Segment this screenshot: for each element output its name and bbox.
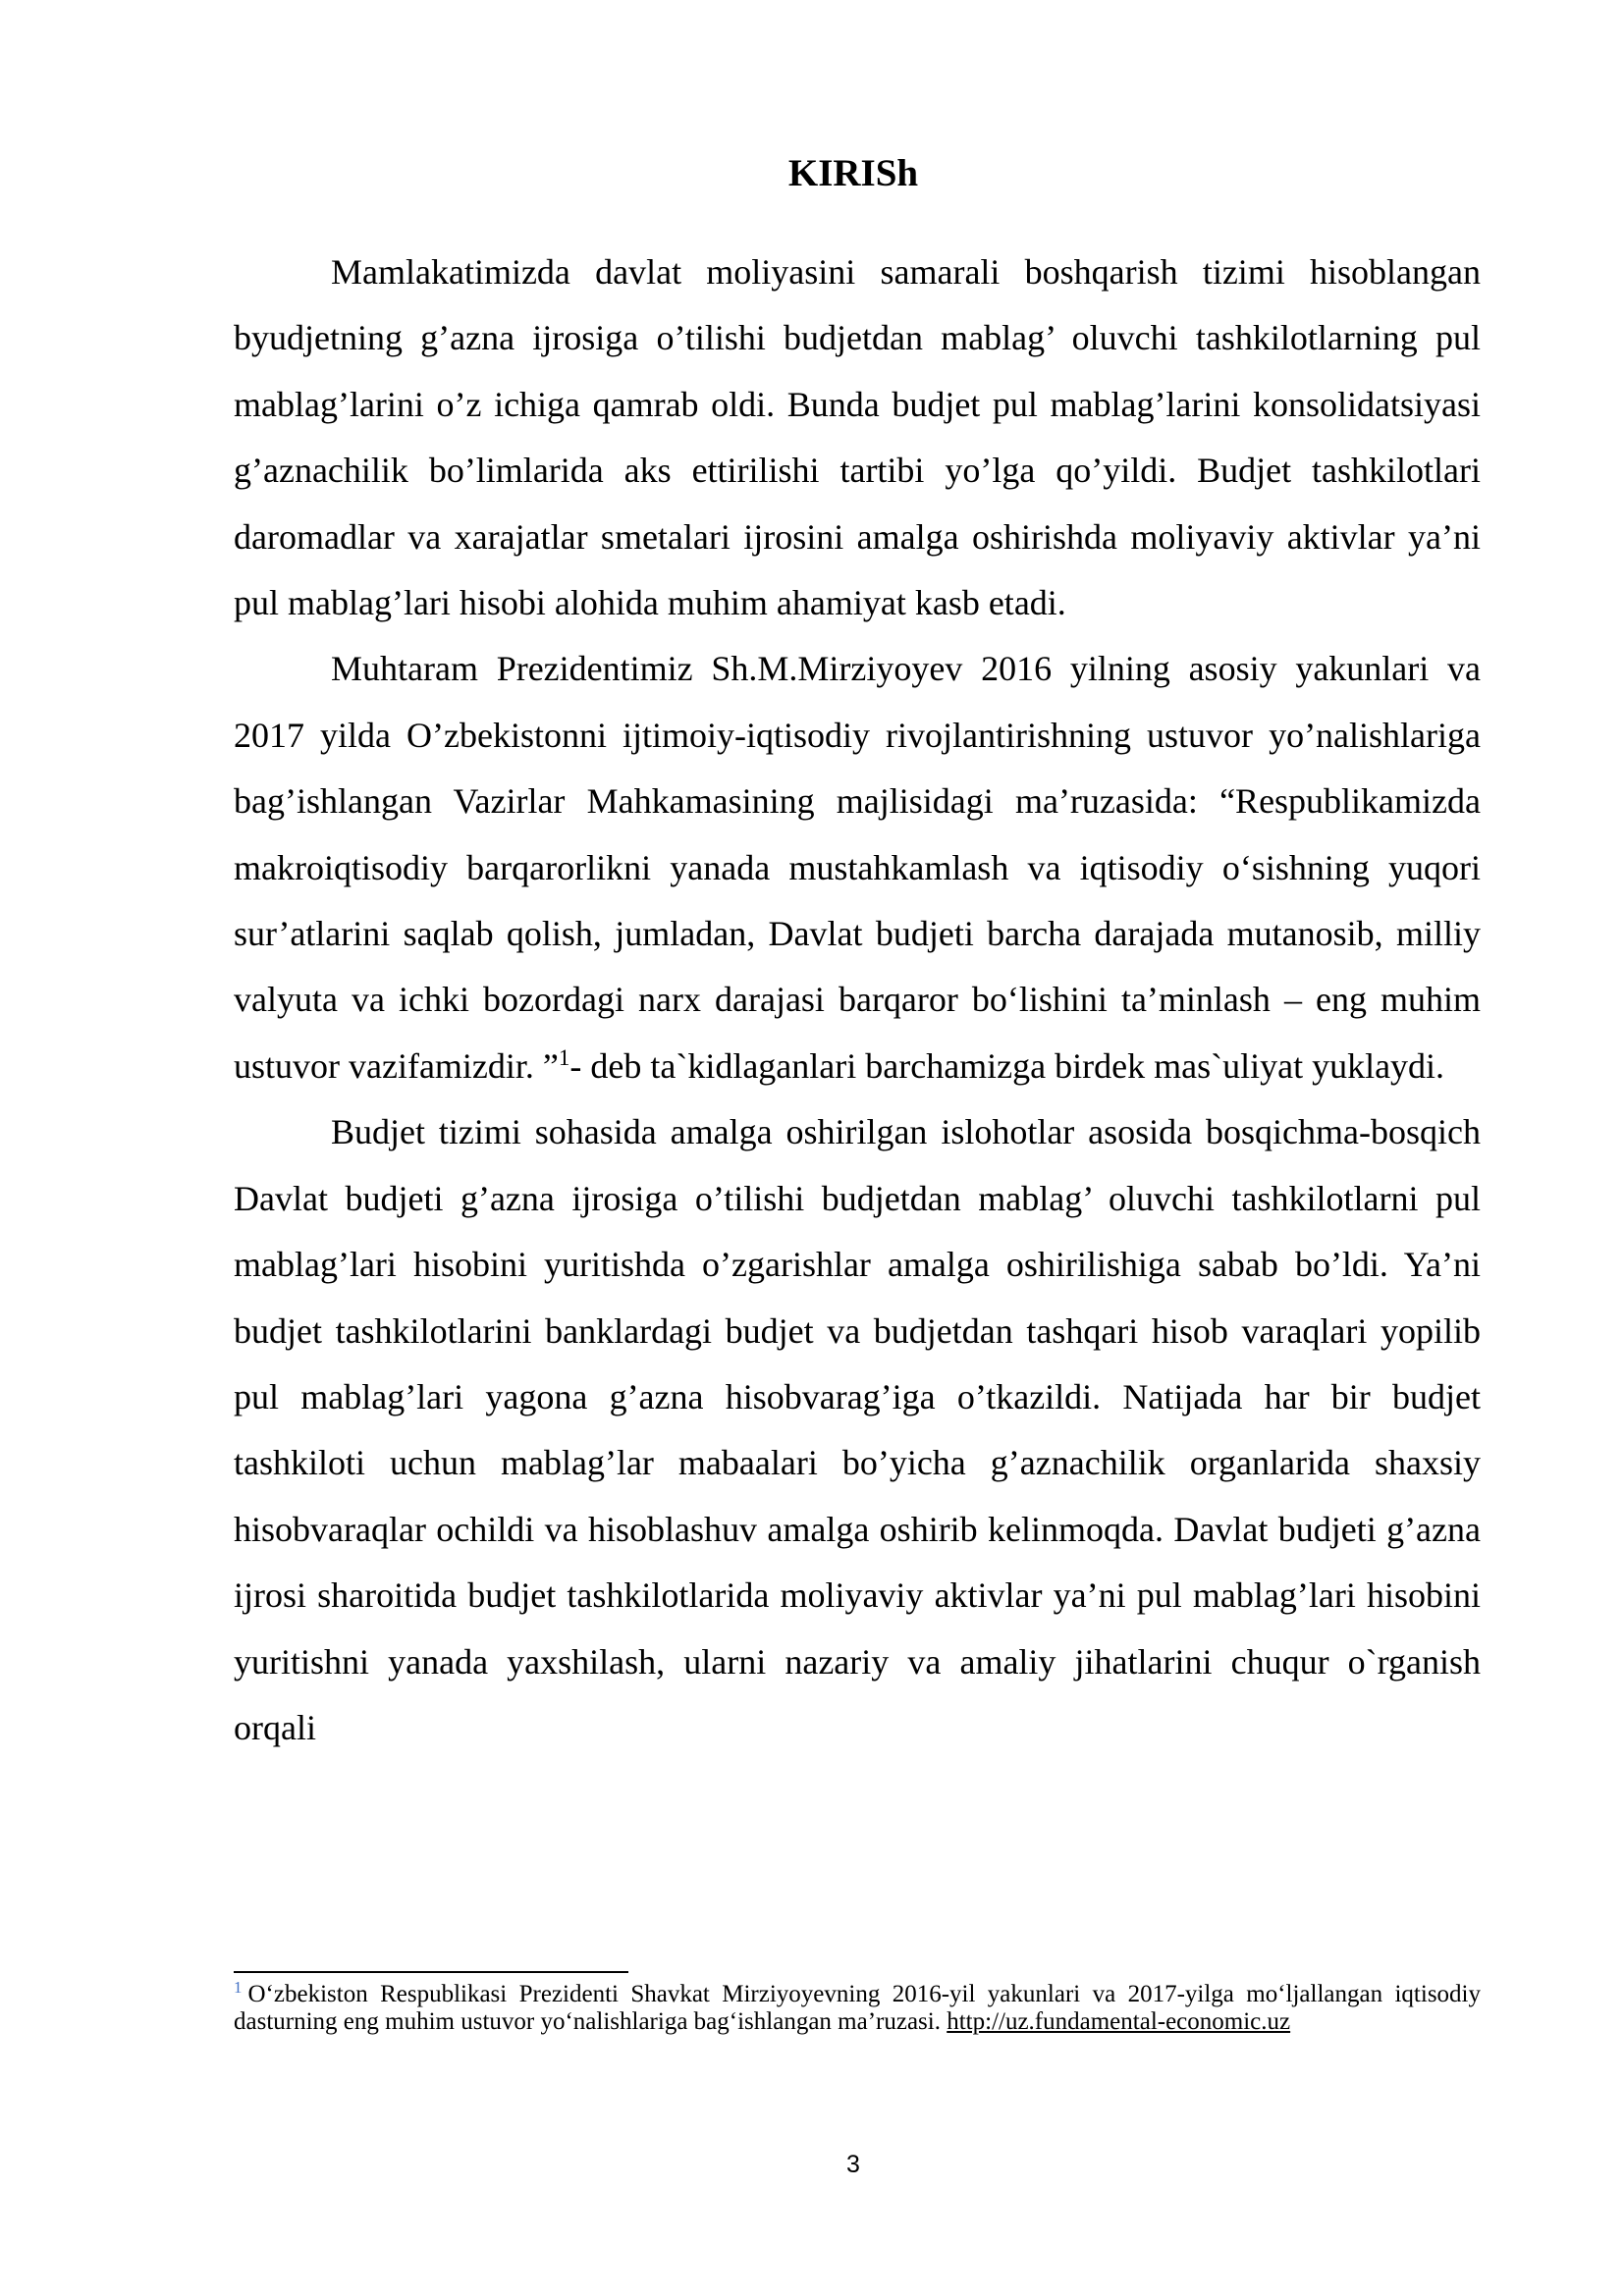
body-text <box>234 240 1481 1761</box>
page-title: KIRISh <box>787 152 919 194</box>
footnote-text: O‘zbekiston Respublikasi Prezidenti Shavkat Mirziyoyevning 2016-yil yakunlari va 2017-yilga mo‘ljallangan iqtisodiy dasturning eng muhim ustuvor yo‘nalishlariga bag‘ishlangan ma’ruzasi. <box>234 1981 1481 2035</box>
footnote-mark: 1 <box>234 1977 243 1997</box>
paragraph-2 <box>234 636 1481 1099</box>
footnote-link[interactable]: http://uz.fundamental-economic.uz <box>947 2008 1291 2035</box>
page-number: 3 <box>846 2151 860 2178</box>
paragraph-3: Budjet tizimi sohasida amalga oshirilgan islohotlar asosida bosqichma-bosqich Davlat budjeti g’azna ijrosiga o’tilishi budjetdan mablag’ oluvchi tashkilotlarni pul mablag’lari hisobini yuritishda o’zgarishlar amalga oshirilishiga sabab bo’ldi. Ya’ni budjet tashkilotlarini banklardagi budjet va budjetdan tashqari hisob varaqlari yopilib pul mablag’lari yagona g’azna hisobvarag’iga o’tkazildi. Natijada har bir budjet tashkiloti uchun mablag’lar mabaalari bo’yicha g’aznachilik organlarida shaxsiy hisobvaraqlar ochildi va hisoblashuv amalga oshirib kelinmoqda. Davlat budjeti g’azna ijrosi sharoitida budjet tashkilotlarida moliyaviy aktivlar ya’ni pul mablag’lari hisobini yuritishni yanada yaxshilash, ularni nazariy va amaliy jihatlarini chuqur o`rganish orqali <box>234 1112 1481 1747</box>
paragraph-2-text: Muhtaram Prezidentimiz Sh.M.Mirziyoyev 2016 yilning asosiy yakunlari va 2017 yilda O’zbekistonni ijtimoiy-iqtisodiy rivojlantirishning ustuvor yo’nalishlariga bag’ishlangan Vazirlar Mahkamasining majlisidagi ma’ruzasida: “Respublikamizda makroiqtisodiy barqarorlikni yanada mustahkamlash va iqtisodiy o‘sishning yuqori sur’atlarini saqlab qolish, jumladan, Davlat budjeti barcha darajada mutanosib, milliy valyuta va ichki bozordagi narx darajasi barqaror bo‘lishini ta’minlash – eng muhim ustuvor vazifamizdir. ” <box>234 649 1481 1086</box>
footnote <box>234 1977 1481 2036</box>
paragraph-2-text-end: - deb ta`kidlaganlari barchamizga birdek mas`uliyat yuklaydi. <box>569 1045 1445 1086</box>
footnote-separator <box>234 1971 628 1973</box>
footnote-reference[interactable]: 1 <box>558 1044 570 1070</box>
paragraph-1: Mamlakatimizda davlat moliyasini samarali boshqarish tizimi hisoblangan byudjetning g’azna ijrosiga o’tilishi budjetdan mablag’ oluvchi tashkilotlarning pul mablag’larini o’z ichiga qamrab oldi. Bunda budjet pul mablag’larini konsolidatsiyasi g’aznachilik bo’limlarida aks ettirilishi tartibi yo’lga qo’yildi. Budjet tashkilotlari daromadlar va xarajatlar smetalari ijrosini amalga oshirishda moliyaviy aktivlar ya’ni pul mablag’lari hisobi alohida muhim ahamiyat kasb etadi. <box>234 252 1481 623</box>
